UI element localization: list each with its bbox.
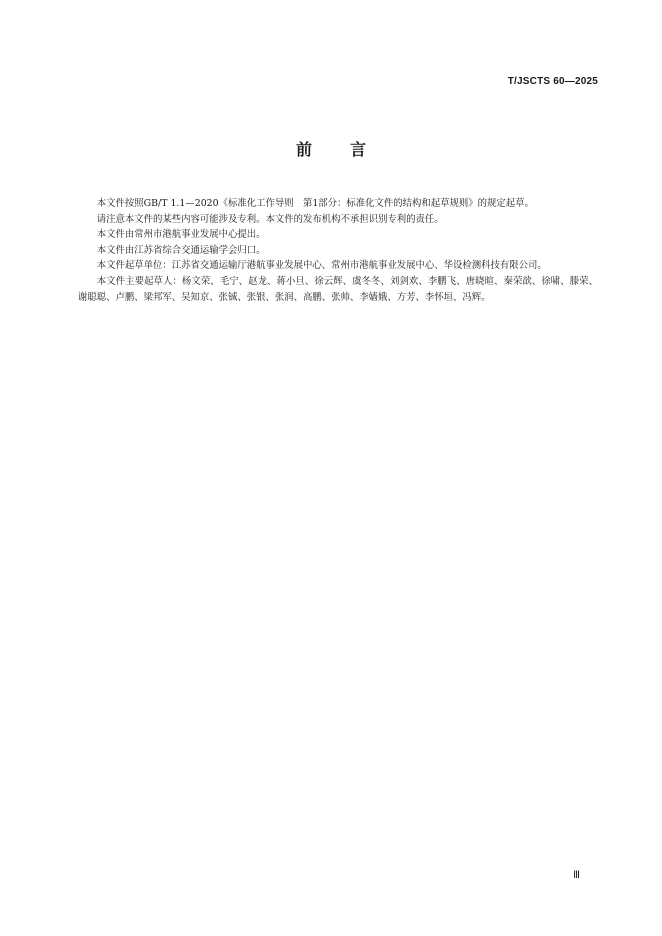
- paragraph-drafting-rules: 本文件按照GB/T 1.1—2020《标准化工作导则 第1部分：标准化文件的结构和起草规则》的规定起草。: [96, 198, 534, 209]
- paragraph-drafters: 本文件主要起草人：杨文荣、毛宁、赵龙、蒋小旦、徐云辉、虞冬冬、刘剑欢、李鹏飞、唐晓暄、秦荣歆、徐啸、滕荣、谢聪聪、卢鹏、梁邦军、吴知京、张铖、张银、张润、高鹏、张帅、李嫱娥、方芳、李怀垣、冯辉。: [78, 275, 598, 303]
- page-title: 前言: [295, 140, 404, 159]
- paragraph-administrator: 本文件由江苏省综合交通运输学会归口。: [96, 244, 266, 256]
- paragraph-drafting-units: 本文件起草单位：江苏省交通运输厅港航事业发展中心、常州市港航事业发展中心、华设检测科技有限公司。: [96, 260, 547, 272]
- paragraph-proposer: 本文件由常州市港航事业发展中心提出。: [96, 229, 266, 241]
- standard-code: T/JSCTS 60—2025: [507, 76, 598, 87]
- page-number: Ⅲ: [573, 870, 580, 881]
- foreword-body: [78, 196, 598, 305]
- paragraph-patent-notice: 请注意本文件的某些内容可能涉及专利。本文件的发布机构不承担识别专利的责任。: [96, 213, 444, 225]
